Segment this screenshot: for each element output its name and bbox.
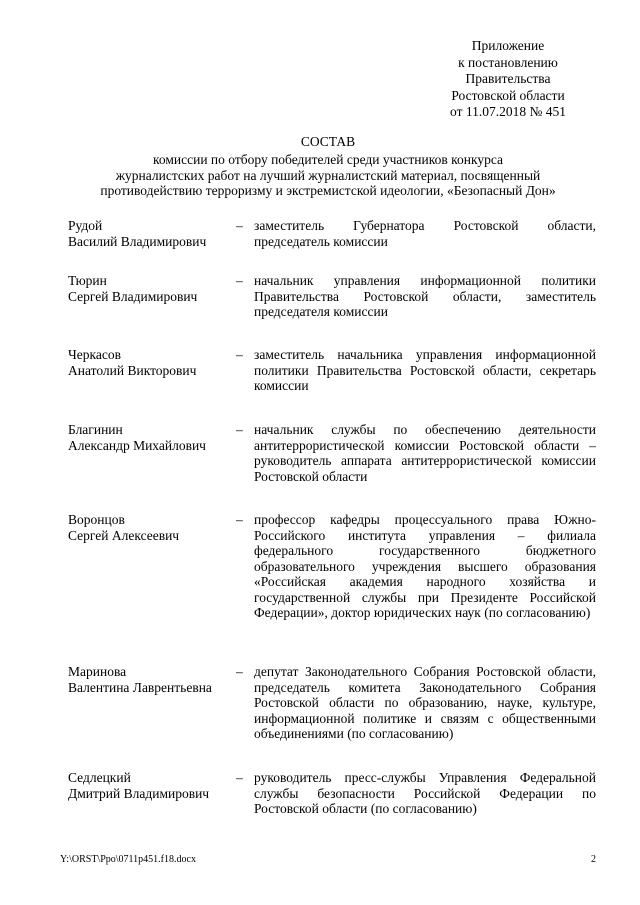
document-subtitle	[60, 152, 596, 199]
member-surname: Рудой	[68, 218, 103, 233]
dash-separator: –	[236, 273, 243, 288]
footer-file-path: Y:\ORST\Ppo\0711p451.f18.docx	[60, 854, 196, 865]
subtitle-line: противодействию терроризму и экстремистской идеологии, «Безопасный Дон»	[100, 183, 556, 198]
member-surname: Маринова	[68, 664, 127, 679]
member-name	[68, 273, 238, 304]
member-surname: Благинин	[68, 422, 123, 437]
appendix-line: от 11.07.2018 № 451	[450, 104, 566, 119]
dash-separator: –	[236, 347, 243, 362]
member-surname: Черкасов	[68, 347, 121, 362]
member-name	[68, 218, 238, 249]
member-given-name: Анатолий Викторович	[68, 362, 197, 378]
member-role: депутат Законодательного Собрания Ростовской области, председатель комитета Законодательного Собрания Ростовской области по образованию, науке, культуре, информационной политике и связям с общественными объединениями (по согласованию)	[254, 664, 596, 741]
member-name	[68, 664, 238, 695]
member-given-name: Сергей Владимирович	[68, 288, 198, 304]
dash-separator: –	[236, 512, 243, 527]
member-given-name: Дмитрий Владимирович	[68, 785, 210, 801]
member-role: начальник службы по обеспечению деятельности антитеррористической комиссии Ростовской области – руководитель аппарата антитеррористической комиссии Ростовской области	[254, 422, 596, 484]
member-given-name: Сергей Алексеевич	[68, 527, 180, 543]
appendix-line: Ростовской области	[451, 87, 565, 103]
appendix-line: Правительства	[465, 71, 551, 86]
subtitle-line: журналистских работ на лучший журналистский материал, посвященный	[115, 167, 541, 183]
page-number: 2	[591, 854, 596, 865]
member-given-name: Василий Владимирович	[68, 233, 207, 249]
member-name	[68, 347, 238, 378]
dash-separator: –	[236, 422, 243, 437]
member-role: заместитель Губернатора Ростовской области, председатель комиссии	[254, 218, 596, 249]
member-name	[68, 422, 238, 453]
document-title: СОСТАВ	[300, 134, 356, 149]
appendix-header	[420, 38, 596, 121]
member-name	[68, 512, 238, 543]
member-role: профессор кафедры процессуального права Южно-Российского института управления – филиала федерального государственного бюджетного образовательного учреждения высшего образования «Российская академия народного хозяйства и государственной службы при Президенте Российской Федерации», доктор юридических наук (по согласованию)	[254, 512, 596, 620]
appendix-line: к постановлению	[458, 54, 558, 70]
member-surname: Воронцов	[68, 512, 125, 527]
member-surname: Седлецкий	[68, 770, 131, 785]
member-given-name: Александр Михайлович	[68, 437, 206, 453]
appendix-line: Приложение	[471, 38, 545, 53]
dash-separator: –	[236, 218, 243, 233]
dash-separator: –	[236, 664, 243, 679]
member-given-name: Валентина Лаврентьевна	[68, 679, 212, 695]
member-surname: Тюрин	[68, 273, 107, 288]
subtitle-line: комиссии по отбору победителей среди участников конкурса	[152, 152, 503, 167]
member-role: начальник управления информационной политики Правительства Ростовской области, заместитель председателя комиссии	[254, 273, 596, 319]
member-role: руководитель пресс-службы Управления Федеральной службы безопасности Российской Федерации по Ростовской области (по согласованию)	[254, 770, 596, 816]
member-name	[68, 770, 238, 801]
member-role: заместитель начальника управления информационной политики Правительства Ростовской области, секретарь комиссии	[254, 347, 596, 393]
dash-separator: –	[236, 770, 243, 785]
